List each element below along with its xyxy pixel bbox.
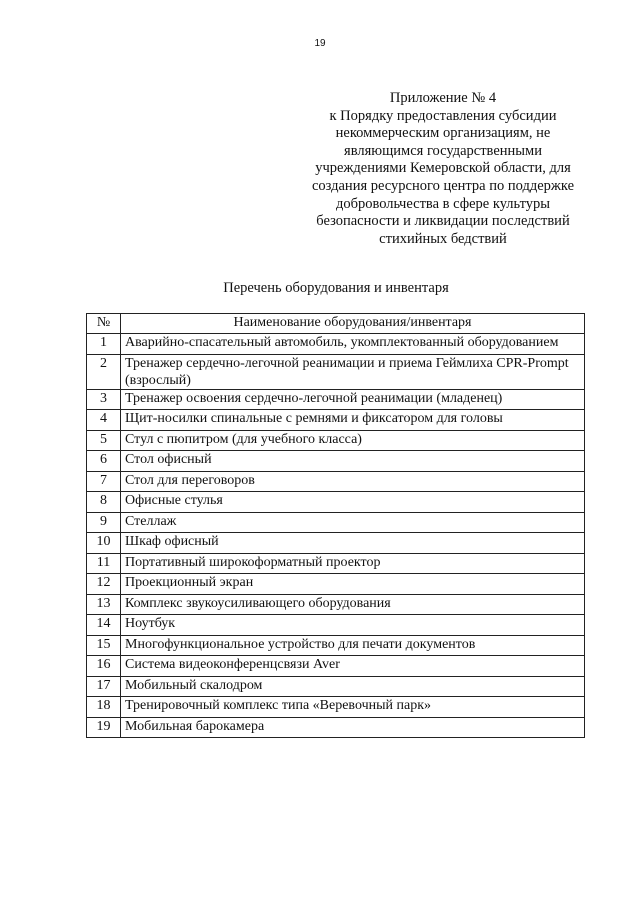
row-number: 18 [87,697,121,718]
row-number: 6 [87,451,121,472]
row-number: 17 [87,676,121,697]
row-name: Аварийно-спасательный автомобиль, укомплектованный оборудованием [121,334,585,355]
table-row [87,635,585,656]
row-name: Стул с пюпитром (для учебного класса) [121,430,585,451]
table-row [87,697,585,718]
row-name: Портативный широкоформатный проектор [121,553,585,574]
table-row [87,533,585,554]
appendix-line: являющимся государственными [344,142,542,159]
table-row [87,553,585,574]
row-number: 16 [87,656,121,677]
table-header-row [87,314,585,334]
appendix-line: безопасности и ликвидации последствий [316,213,570,230]
row-name: Комплекс звукоусиливающего оборудования [121,594,585,615]
row-number: 2 [87,354,121,389]
table-row [87,334,585,355]
table-row [87,717,585,738]
page-number: 19 [314,38,326,49]
appendix-line: создания ресурсного центра по поддержке [311,177,575,194]
row-number: 7 [87,471,121,492]
row-number: 11 [87,553,121,574]
table-row [87,451,585,472]
appendix-line: добровольчества в сфере культуры [336,195,550,212]
row-number: 4 [87,410,121,431]
column-header-name: Наименование оборудования/инвентаря [121,314,585,334]
row-name: Ноутбук [121,615,585,636]
row-number: 19 [87,717,121,738]
appendix-line: Приложение № 4 [389,90,497,106]
appendix-line: стихийных бедствий [379,230,507,247]
column-header-number: № [87,314,121,334]
row-name: Тренажер освоения сердечно-легочной реанимации (младенец) [121,389,585,410]
row-name: Тренировочный комплекс типа «Веревочный парк» [121,697,585,718]
row-number: 13 [87,594,121,615]
row-name: Система видеоконференцсвязи Aver [121,656,585,677]
row-name: Стол офисный [121,451,585,472]
table-row [87,615,585,636]
row-name: Мобильный скалодром [121,676,585,697]
row-number: 10 [87,533,121,554]
appendix-heading [298,90,588,248]
row-name: Стол для переговоров [121,471,585,492]
row-number: 15 [87,635,121,656]
table-row [87,410,585,431]
row-name: Многофункциональное устройство для печати документов [121,635,585,656]
table-row [87,676,585,697]
appendix-line: учреждениями Кемеровской области, для [315,160,571,177]
row-name: Офисные стулья [121,492,585,513]
row-name: Тренажер сердечно-легочной реанимации и приема Геймлиха CPR-Prompt (взрослый) [121,354,585,389]
row-name: Стеллаж [121,512,585,533]
appendix-line: некоммерческим организациям, не [335,125,551,142]
row-number: 9 [87,512,121,533]
row-number: 3 [87,389,121,410]
table-row [87,471,585,492]
row-name: Щит-носилки спинальные с ремнями и фиксатором для головы [121,410,585,431]
table-row [87,656,585,677]
table-row [87,574,585,595]
table-row [87,492,585,513]
row-number: 12 [87,574,121,595]
table-row [87,594,585,615]
table-row [87,354,585,389]
row-name: Мобильная барокамера [121,717,585,738]
document-title: Перечень оборудования и инвентаря [223,280,449,296]
row-name: Шкаф офисный [121,533,585,554]
appendix-line: к Порядку предоставления субсидии [329,107,557,124]
row-number: 1 [87,334,121,355]
row-number: 5 [87,430,121,451]
row-name: Проекционный экран [121,574,585,595]
table-row [87,512,585,533]
table-row [87,430,585,451]
row-number: 14 [87,615,121,636]
equipment-table [86,313,585,738]
row-number: 8 [87,492,121,513]
table-row [87,389,585,410]
